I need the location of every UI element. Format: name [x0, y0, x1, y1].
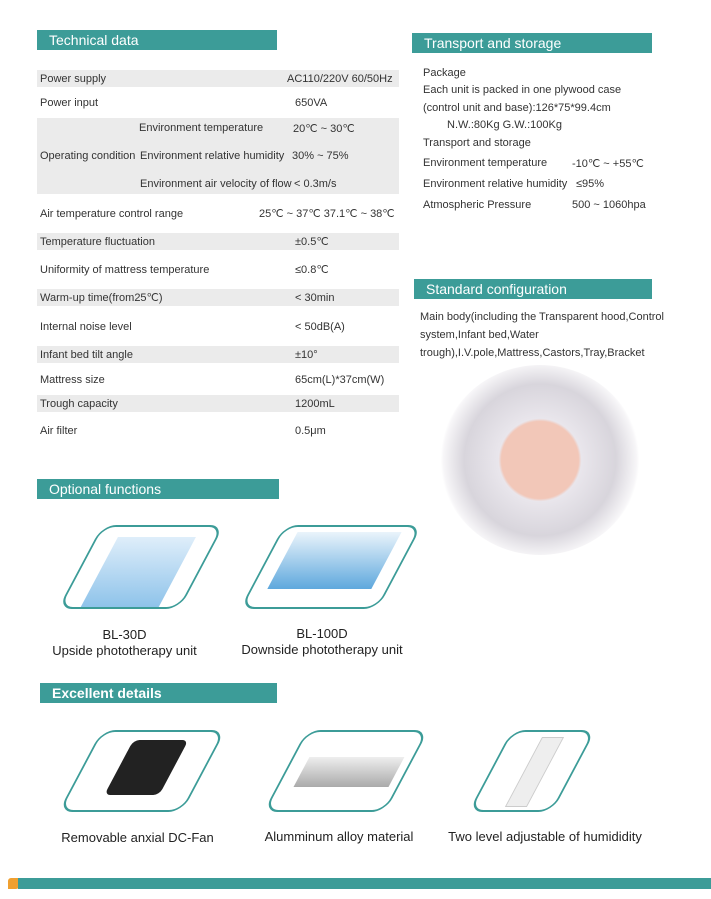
spec-sublabel: Environment relative humidity: [140, 150, 285, 162]
spec-row: [37, 289, 399, 306]
product-model: BL-30D: [102, 627, 147, 642]
bl30d-image: [58, 525, 225, 609]
transport-value: ≤95%: [576, 178, 605, 190]
spec-value: 20℃ ~ 30℃: [293, 123, 355, 135]
spec-label: Temperature fluctuation: [40, 235, 155, 248]
transport-value: -10℃ ~ +55℃: [572, 158, 644, 170]
transport-text: Each unit is packed in one plywood case: [423, 84, 622, 96]
spec-label: Mattress size: [40, 373, 105, 386]
spec-value: < 0.3m/s: [294, 178, 337, 190]
detail-caption: Two level adjustable of humididity: [448, 829, 642, 844]
spec-label: Operating condition: [40, 150, 136, 162]
product-desc: Upside phototherapy unit: [52, 643, 197, 658]
spec-value: ±0.5℃: [295, 236, 329, 248]
technical-data-header: Technical data: [37, 30, 277, 50]
product-desc: Downside phototherapy unit: [241, 642, 403, 657]
spec-value: 65cm(L)*37cm(W): [295, 373, 385, 386]
spec-label: Warm-up time(from25℃): [40, 292, 163, 304]
spec-label: Air filter: [40, 424, 78, 437]
spec-row: [37, 70, 399, 87]
spec-row: [37, 205, 399, 222]
spec-value: 0.5μm: [295, 424, 326, 437]
transport-text: N.W.:80Kg G.W.:100Kg: [447, 119, 562, 131]
spec-value: ≤0.8℃: [295, 264, 329, 276]
spec-label: Air temperature control range: [40, 207, 184, 220]
spec-label: Trough capacity: [40, 397, 118, 410]
transport-header: Transport and storage: [412, 33, 652, 53]
spec-label: Uniformity of mattress temperature: [40, 263, 210, 276]
detail-caption: Removable anxial DC-Fan: [61, 830, 214, 845]
spec-sublabel: Environment air velocity of flow: [140, 178, 292, 190]
baby-image: [440, 365, 640, 555]
spec-row: [37, 371, 399, 388]
transport-text: Transport and storage: [423, 137, 531, 149]
spec-value: 650VA: [295, 96, 328, 109]
spec-value: 30% ~ 75%: [292, 150, 349, 162]
detail-caption: Alumminum alloy material: [264, 829, 414, 844]
humidity-image: [468, 730, 596, 812]
footer-bar: [18, 878, 711, 889]
transport-text: (control unit and base):126*75*99.4cm: [423, 102, 611, 114]
spec-row: [37, 395, 399, 412]
spec-sublabel: Environment temperature: [139, 122, 264, 134]
fan-image: [58, 730, 226, 812]
spec-label: Power supply: [40, 72, 107, 85]
standard-config-header: Standard configuration: [414, 279, 652, 299]
spec-row: [37, 233, 399, 250]
spec-value: < 50dB(A): [295, 320, 345, 333]
spec-row: [37, 94, 399, 111]
spec-row: [37, 346, 399, 363]
spec-row: [37, 422, 399, 439]
transport-label: Environment relative humidity: [423, 178, 568, 190]
spec-label: Internal noise level: [40, 320, 132, 333]
bl100d-image: [240, 525, 423, 609]
spec-label: Power input: [40, 96, 99, 109]
transport-label: Atmospheric Pressure: [423, 199, 532, 211]
transport-text: Package: [423, 67, 466, 79]
standard-config-text: Main body(including the Transparent hood,Control system,Infant bed,Water trough),I.V.pole,Mattress,Castors,Tray,Bracket: [420, 311, 664, 359]
spec-value: ±10°: [295, 348, 318, 361]
spec-row: [37, 261, 399, 278]
spec-label: Infant bed tilt angle: [40, 348, 133, 361]
transport-label: Environment temperature: [423, 157, 548, 169]
spec-row: [37, 318, 399, 335]
spec-value: AC110/220V 60/50Hz: [287, 72, 393, 85]
aluminum-image: [263, 730, 429, 812]
spec-row-operating: [37, 118, 399, 194]
optional-functions-header: Optional functions: [37, 479, 279, 499]
spec-value: 1200mL: [295, 397, 335, 410]
product-model: BL-100D: [296, 626, 348, 641]
spec-value: < 30min: [295, 291, 335, 304]
spec-value: 25℃ ~ 37℃ 37.1℃ ~ 38℃: [259, 208, 395, 220]
transport-value: 500 ~ 1060hpa: [572, 199, 646, 211]
excellent-details-header: Excellent details: [40, 683, 277, 703]
